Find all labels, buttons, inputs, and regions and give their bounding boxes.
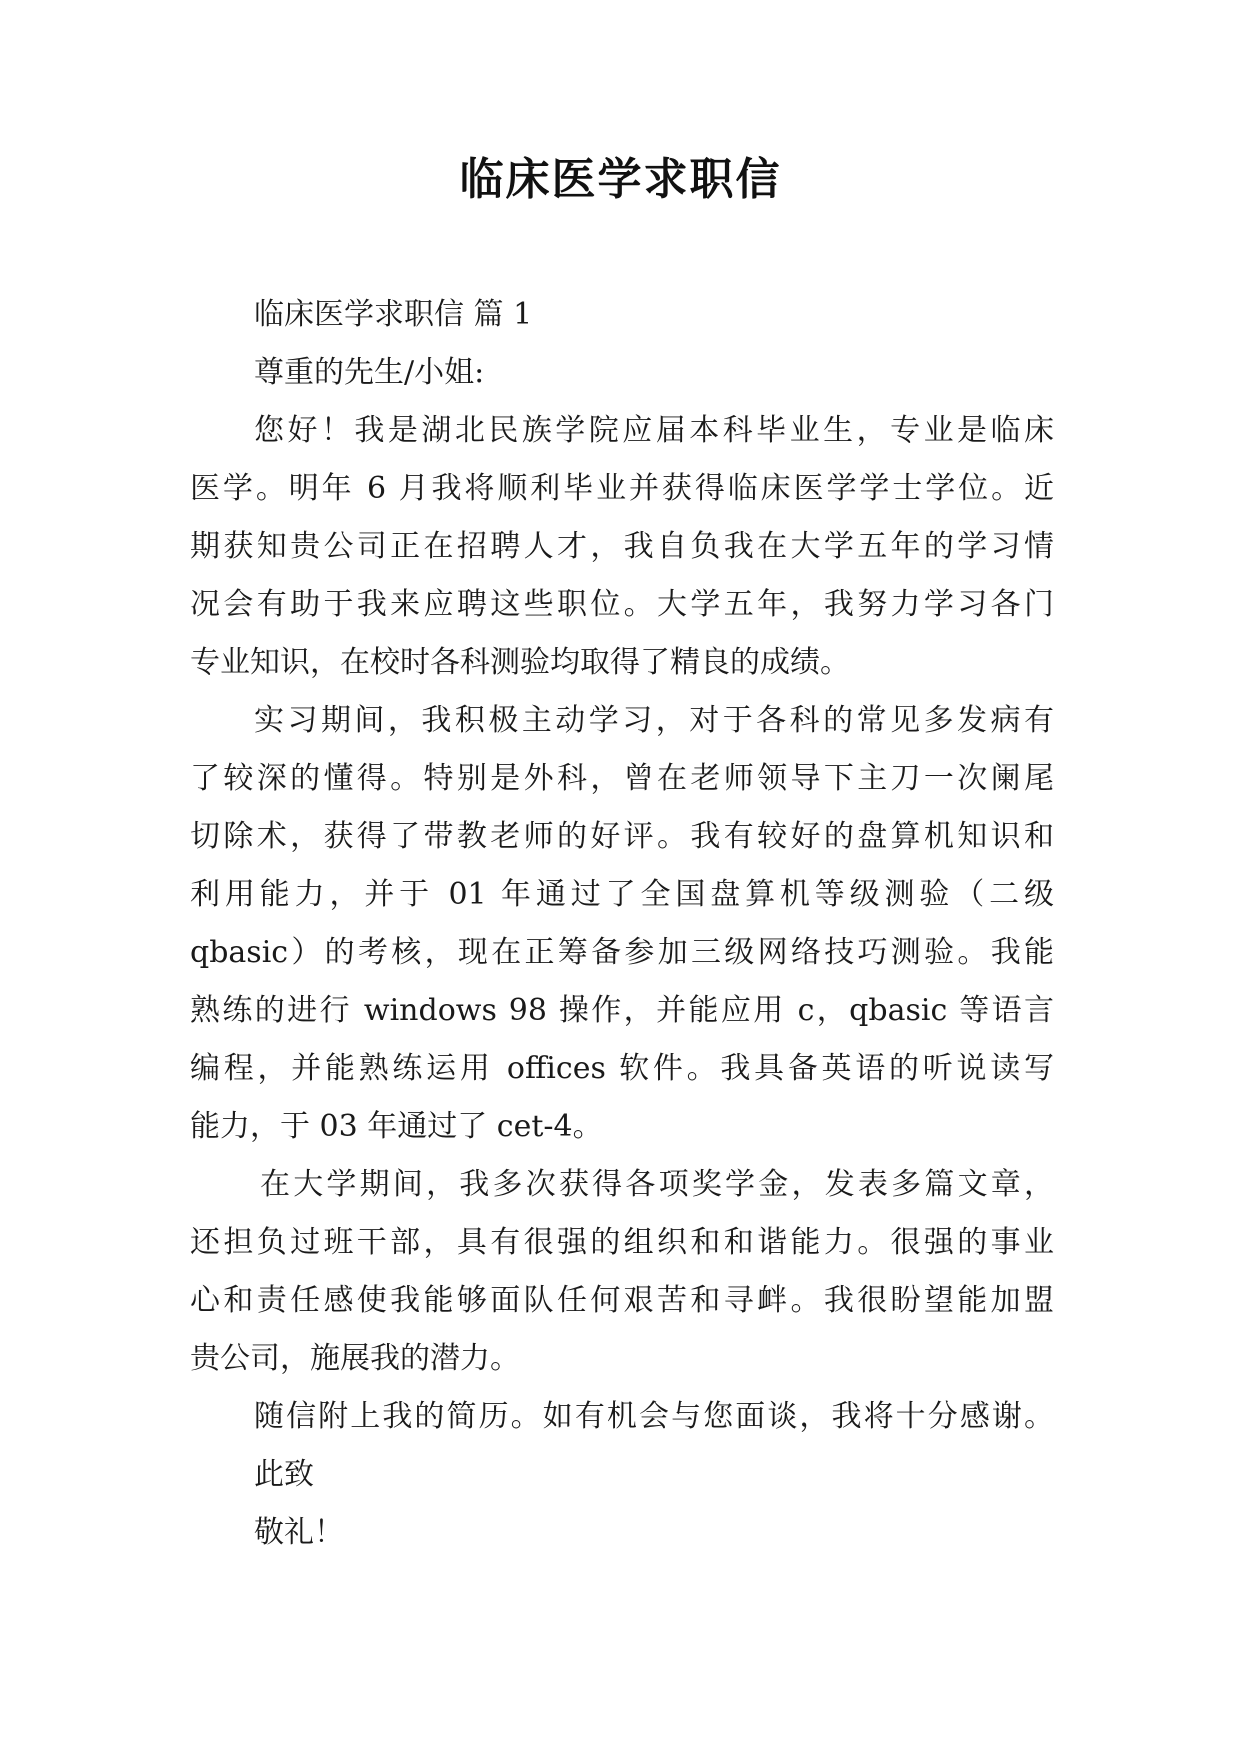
- closing-line: 敬礼！: [254, 1515, 344, 1550]
- paragraph-line: 利用能力，并于 01 年通过了全国盘算机等级测验（二级: [190, 877, 1054, 912]
- paragraph-line: 况会有助于我来应聘这些职位。大学五年，我努力学习各门: [190, 587, 1054, 622]
- paragraph-line: 医学。明年 6 月我将顺利毕业并获得临床医学学士学位。近: [190, 471, 1054, 506]
- document-title: 临床医学求职信: [459, 154, 782, 205]
- paragraph-line: 实习期间，我积极主动学习，对于各科的常见多发病有: [254, 703, 1054, 738]
- paragraph-line: 专业知识，在校时各科测验均取得了精良的成绩。: [190, 645, 850, 680]
- paragraph-line: 贵公司，施展我的潜力。: [190, 1341, 520, 1376]
- paragraph-line: 期获知贵公司正在招聘人才，我自负我在大学五年的学习情: [190, 529, 1054, 564]
- paragraph-line: 了较深的懂得。特别是外科，曾在老师领导下主刀一次阑尾: [190, 761, 1054, 796]
- paragraph-line: 心和责任感使我能够面队任何艰苦和寻衅。我很盼望能加盟: [190, 1283, 1054, 1318]
- paragraph-line: 在大学期间，我多次获得各项奖学金，发表多篇文章，: [260, 1167, 1054, 1202]
- paragraph-line: 能力，于 03 年通过了 cet-4。: [190, 1109, 603, 1144]
- paragraph-line: 熟练的进行 windows 98 操作，并能应用 c，qbasic 等语言: [190, 993, 1054, 1028]
- section-heading: 临床医学求职信 篇 1: [254, 297, 533, 332]
- paragraph-line: 您好！我是湖北民族学院应届本科毕业生，专业是临床: [254, 413, 1054, 448]
- paragraph-line: 还担负过班干部，具有很强的组织和和谐能力。很强的事业: [190, 1225, 1054, 1260]
- paragraph-line: 编程，并能熟练运用 offices 软件。我具备英语的听说读写: [190, 1051, 1054, 1086]
- paragraph-line: 随信附上我的简历。如有机会与您面谈，我将十分感谢。: [254, 1399, 1054, 1434]
- document-body: [190, 286, 1054, 1562]
- closing-line: 此致: [254, 1457, 314, 1492]
- salutation: 尊重的先生/小姐:: [254, 355, 485, 390]
- paragraph-line: qbasic）的考核，现在正筹备参加三级网络技巧测验。我能: [190, 935, 1054, 970]
- paragraph-line: 切除术，获得了带教老师的好评。我有较好的盘算机知识和: [190, 819, 1054, 854]
